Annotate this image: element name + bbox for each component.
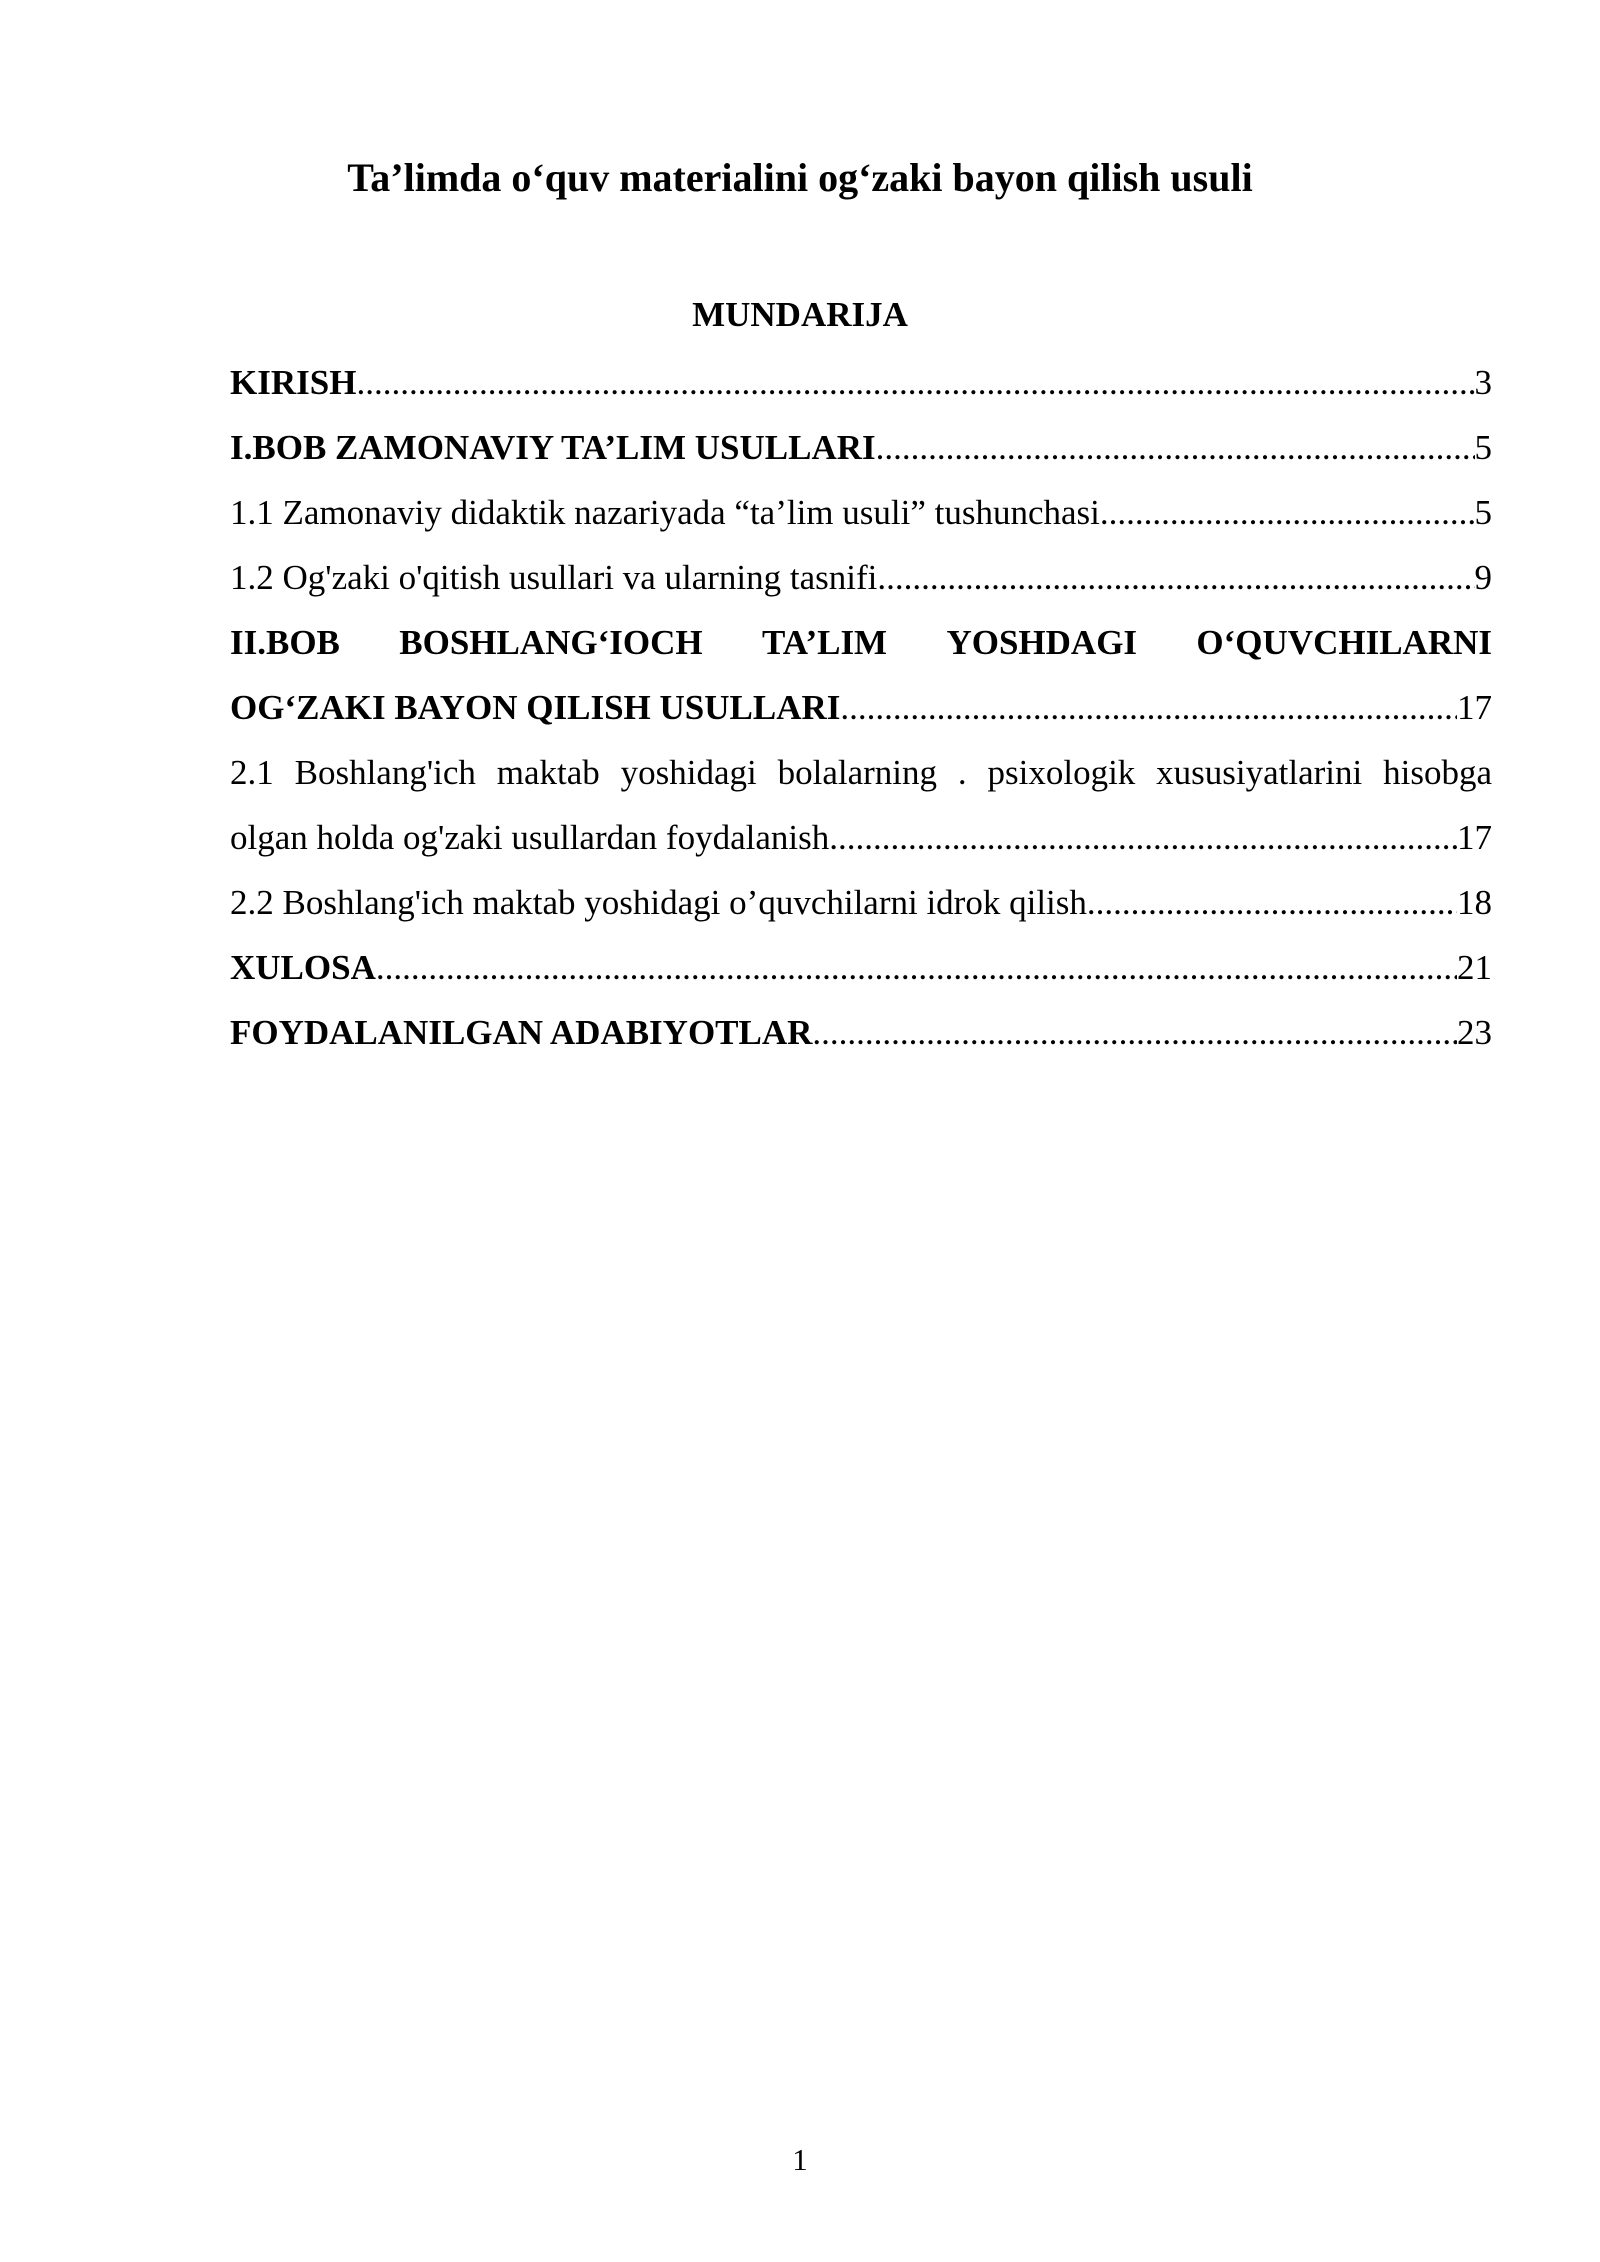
toc-entry-kirish[interactable] bbox=[230, 350, 1492, 415]
toc-entry-label: KIRISH bbox=[230, 363, 357, 402]
toc-entry-chapter-1[interactable] bbox=[230, 415, 1492, 480]
toc-entry-page: 3 bbox=[1474, 363, 1492, 402]
toc-word: 2.1 bbox=[230, 753, 274, 792]
toc-entry-section-1-1[interactable] bbox=[230, 480, 1492, 545]
toc-dot-leader bbox=[812, 1000, 1457, 1065]
toc-dot-leader bbox=[829, 805, 1457, 870]
document-title: Ta’limda o‘quv materialini og‘zaki bayon qilish usuli bbox=[347, 155, 1253, 200]
toc-entry-page: 21 bbox=[1457, 948, 1492, 987]
toc-entry-xulosa[interactable] bbox=[230, 935, 1492, 1000]
toc-word: . bbox=[957, 753, 967, 792]
toc-entry-section-2-1-line-2[interactable] bbox=[230, 805, 1492, 870]
toc-entry-label: OG‘ZAKI BAYON QILISH USULLARI bbox=[230, 688, 841, 727]
toc-word: Boshlang'ich bbox=[294, 753, 476, 792]
toc-dot-leader bbox=[356, 350, 1474, 415]
toc-entry-chapter-2-line-2[interactable] bbox=[230, 675, 1492, 740]
toc-dot-leader bbox=[877, 545, 1474, 610]
toc-dot-leader bbox=[376, 935, 1457, 1000]
toc-entry-section-2-2[interactable] bbox=[230, 870, 1492, 935]
toc-entry-references[interactable] bbox=[230, 1000, 1492, 1065]
toc-word: psixologik bbox=[987, 753, 1136, 792]
toc-dot-leader bbox=[876, 415, 1475, 480]
toc-entry-label: 2.2 Boshlang'ich maktab yoshidagi o’quvchilarni idrok qilish bbox=[230, 883, 1087, 922]
toc-entry-page: 23 bbox=[1457, 1013, 1492, 1052]
toc-entry-page: 9 bbox=[1474, 558, 1492, 597]
toc-word: II.BOB bbox=[230, 623, 340, 662]
toc-entry-page: 18 bbox=[1457, 883, 1492, 922]
toc-word: yoshidagi bbox=[620, 753, 757, 792]
toc-entry-page: 5 bbox=[1474, 428, 1492, 467]
toc-word: TA’LIM bbox=[762, 623, 888, 662]
toc-word: BOSHLANG‘IOCH bbox=[399, 623, 703, 662]
toc-entry-section-1-2[interactable] bbox=[230, 545, 1492, 610]
toc-word: xususiyatlarini bbox=[1156, 753, 1363, 792]
toc-dot-leader bbox=[1100, 480, 1475, 545]
toc-word: YOSHDAGI bbox=[946, 623, 1138, 662]
toc-entry-chapter-2-line-1[interactable] bbox=[230, 610, 1492, 675]
toc-word: bolalarning bbox=[777, 753, 938, 792]
toc-heading: MUNDARIJA bbox=[692, 295, 908, 334]
toc-entry-page: 5 bbox=[1474, 493, 1492, 532]
toc-entry-label: XULOSA bbox=[230, 948, 376, 987]
toc-word: O‘QUVCHILARNI bbox=[1196, 623, 1492, 662]
toc-entry-page: 17 bbox=[1457, 818, 1492, 857]
toc-dot-leader bbox=[1087, 870, 1457, 935]
toc-word: maktab bbox=[496, 753, 600, 792]
toc-dot-leader bbox=[840, 675, 1457, 740]
toc-entry-section-2-1-line-1[interactable] bbox=[230, 740, 1492, 805]
toc-entry-label: 1.1 Zamonaviy didaktik nazariyada “ta’lim usuli” tushunchasi bbox=[230, 493, 1100, 532]
toc-entry-label: FOYDALANILGAN ADABIYOTLAR bbox=[230, 1013, 813, 1052]
toc-word: hisobga bbox=[1383, 753, 1492, 792]
toc-entry-page: 17 bbox=[1457, 688, 1492, 727]
table-of-contents bbox=[230, 350, 1492, 1065]
toc-entry-label: I.BOB ZAMONAVIY TA’LIM USULLARI bbox=[230, 428, 876, 467]
toc-entry-label: olgan holda og'zaki usullardan foydalanish bbox=[230, 818, 830, 857]
page-number: 1 bbox=[792, 2142, 808, 2177]
toc-entry-label: 1.2 Og'zaki o'qitish usullari va ularning tasnifi bbox=[230, 558, 878, 597]
